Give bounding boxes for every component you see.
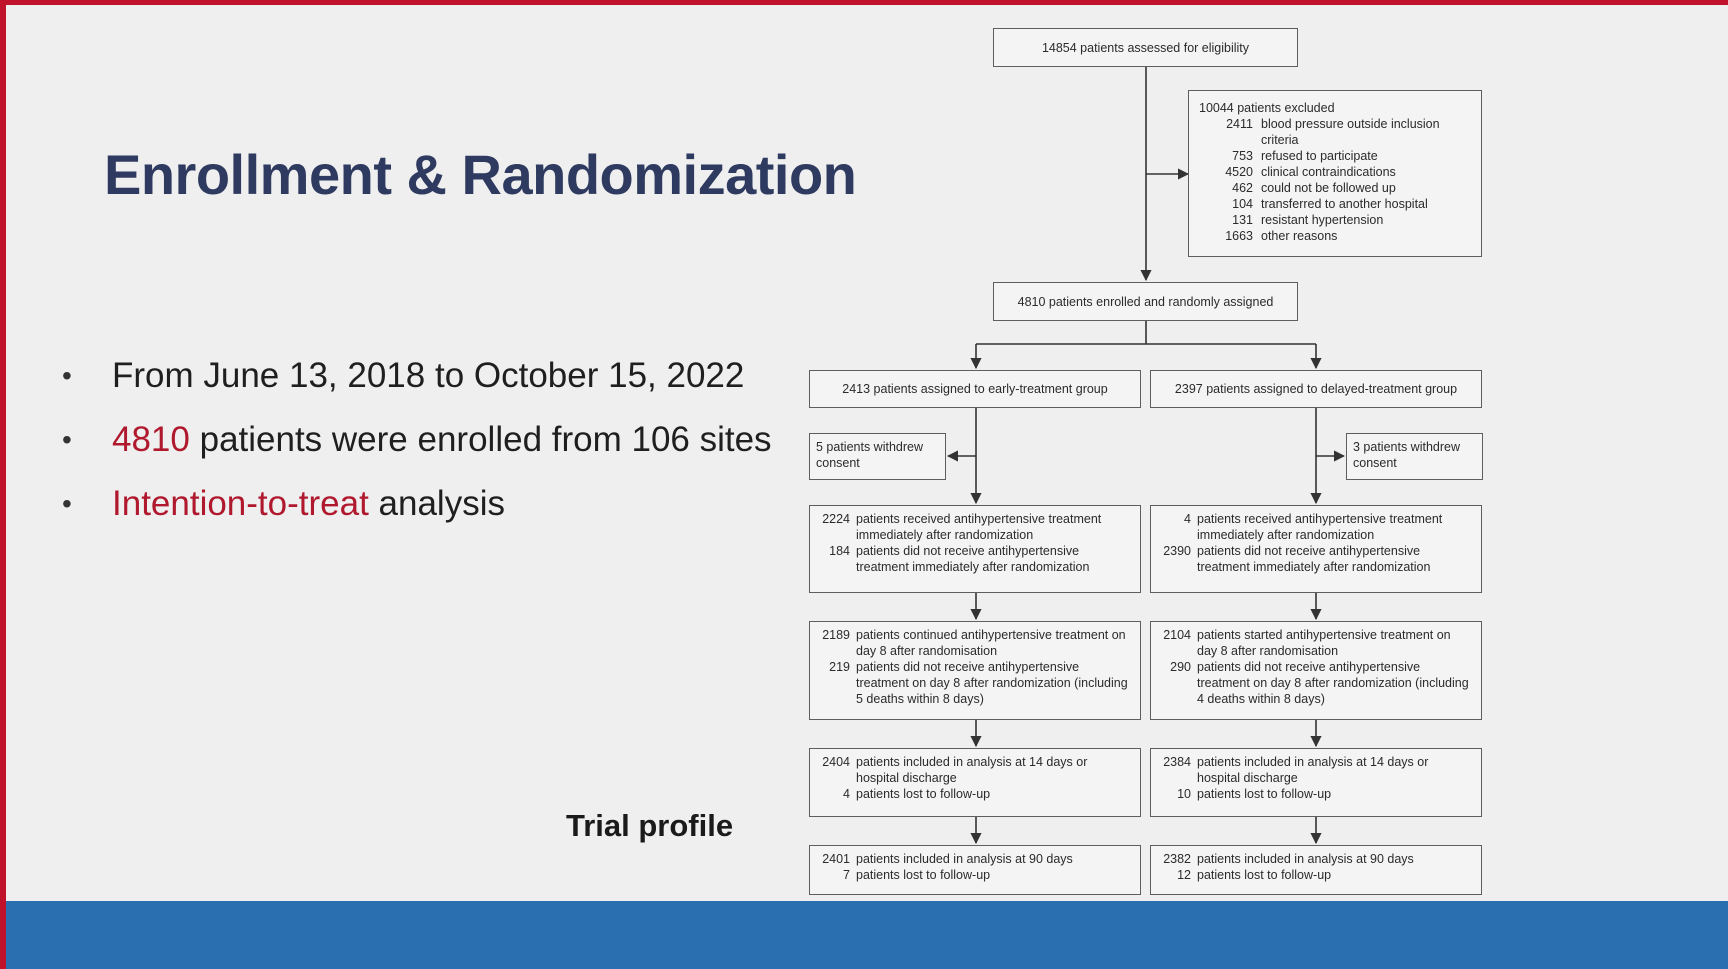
early-withdrew-text: 5 patients withdrew consent — [816, 440, 924, 470]
delayed-day14-box — [1150, 748, 1482, 817]
bullet-text: patients were enrolled from 106 sites — [189, 420, 772, 459]
delayed-day8-box — [1150, 621, 1482, 720]
slide-title: Enrollment & Randomization — [104, 143, 857, 206]
early-day14-box — [809, 748, 1141, 817]
early-day8-box — [809, 621, 1141, 720]
early-received-row: 2224 patients received antihypertensive treatment immediately after randomization — [822, 512, 1102, 542]
assessed-box — [993, 28, 1298, 67]
early-assigned-text: 2413 patients assigned to early-treatment group — [842, 382, 1108, 396]
delayed-day90-row: 12 patients lost to follow-up — [1177, 868, 1332, 882]
bullet-icon: • — [62, 488, 72, 519]
delayed-day8-row: 290 patients did not receive antihypertensive treatment on day 8 after randomization (including 4 deaths within 8 days) — [1170, 660, 1469, 706]
delayed-received-row: 4 patients received antihypertensive treatment immediately after randomization — [1184, 512, 1443, 542]
delayed-received-box — [1150, 505, 1482, 593]
randomized-text: 4810 patients enrolled and randomly assigned — [1017, 294, 1274, 309]
delayed-day14-row: 10 patients lost to follow-up — [1177, 787, 1332, 801]
excluded-reason: 462 could not be followed up — [1232, 181, 1396, 195]
bullet-icon: • — [62, 424, 72, 455]
early-assigned-box — [809, 370, 1141, 408]
early-day8-row: 219 patients did not receive antihypertensive treatment on day 8 after randomization (including 5 deaths within 8 days) — [829, 660, 1128, 706]
bullet-text: analysis — [368, 484, 505, 523]
excluded-box — [1188, 90, 1482, 257]
early-day90-box — [809, 845, 1141, 895]
bullet-icon: • — [62, 360, 72, 391]
delayed-withdrew-text: 3 patients withdrew consent — [1353, 440, 1461, 470]
delayed-day90-row: 2382 patients included in analysis at 90 days — [1163, 852, 1414, 866]
bullet-highlight: Intention-to-treat — [112, 484, 369, 523]
delayed-assigned-text: 2397 patients assigned to delayed-treatment group — [1174, 382, 1458, 396]
early-day8-row: 2189 patients continued antihypertensive treatment on day 8 after randomisation — [822, 628, 1126, 658]
early-day14-row: 4 patients lost to follow-up — [843, 787, 991, 801]
early-day14-row: 2404 patients included in analysis at 14 days or hospital discharge — [822, 755, 1088, 785]
delayed-day90-box — [1150, 845, 1482, 895]
trial-profile-caption: Trial profile — [566, 808, 734, 843]
randomized-box — [993, 282, 1298, 321]
excluded-reason: 2411 blood pressure outside inclusion criteria — [1226, 117, 1440, 147]
early-day90-row: 7 patients lost to follow-up — [843, 868, 991, 882]
delayed-day14-row: 2384 patients included in analysis at 14 days or hospital discharge — [1163, 755, 1429, 785]
bullet-item-dates — [62, 348, 772, 412]
excluded-reason: 4520 clinical contraindications — [1225, 165, 1396, 179]
bullet-item-enrolled — [62, 412, 772, 476]
excluded-reason: 753 refused to participate — [1232, 149, 1378, 163]
early-withdrew-box — [809, 433, 946, 480]
bullet-item-analysis — [62, 476, 772, 540]
excluded-reason: 131 resistant hypertension — [1232, 213, 1384, 227]
delayed-received-row: 2390 patients did not receive antihypertensive treatment immediately after randomization — [1163, 544, 1431, 574]
bullet-list — [62, 348, 772, 540]
bullet-highlight: 4810 — [112, 420, 190, 459]
excluded-reason: 104 transferred to another hospital — [1232, 197, 1428, 211]
early-received-box — [809, 505, 1141, 593]
bullet-text: From June 13, 2018 to October 15, 2022 — [112, 356, 745, 395]
excluded-reason: 1663 other reasons — [1225, 229, 1338, 243]
footer-bar — [6, 901, 1728, 969]
excluded-head: 10044 patients excluded — [1199, 101, 1335, 115]
assessed-text: 14854 patients assessed for eligibility — [1041, 40, 1250, 55]
delayed-day8-row: 2104 patients started antihypertensive treatment on day 8 after randomisation — [1163, 628, 1451, 658]
early-day90-row: 2401 patients included in analysis at 90 days — [822, 852, 1073, 866]
early-received-row: 184 patients did not receive antihypertensive treatment immediately after randomization — [829, 544, 1090, 574]
delayed-withdrew-box — [1346, 433, 1483, 480]
delayed-assigned-box — [1150, 370, 1482, 408]
